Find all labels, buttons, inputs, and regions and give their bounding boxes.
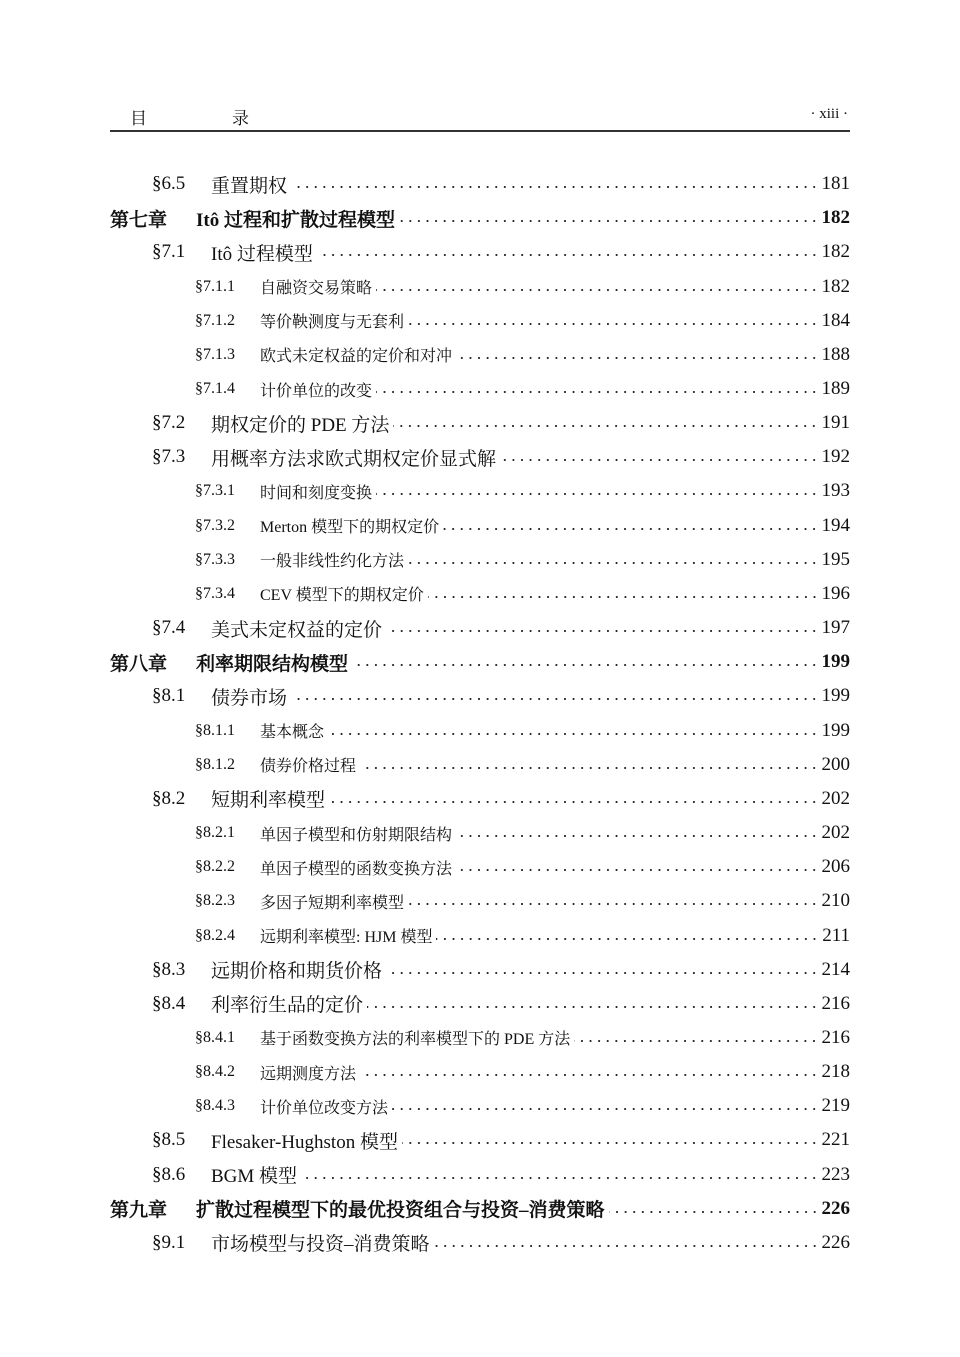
entry-page-number: 221 <box>821 1129 850 1151</box>
entry-title: 等价鞅测度与无套利 <box>260 314 405 332</box>
toc-subsection-entry[interactable] <box>110 850 850 884</box>
toc-subsection-entry[interactable] <box>110 918 850 952</box>
entry-title: 债券价格过程 <box>260 758 357 776</box>
entry-number: §7.2 <box>152 412 186 434</box>
entry-page-number: 202 <box>821 822 850 844</box>
entry-title: 利率期限结构模型 <box>196 653 349 675</box>
toc-subsection-entry[interactable] <box>110 714 850 748</box>
entry-number: §8.4.1 <box>195 1028 235 1046</box>
entry-number: §8.2.2 <box>195 858 235 876</box>
entry-page-number: 202 <box>821 787 850 809</box>
entry-page-number: 223 <box>821 1163 850 1185</box>
toc-subsection-entry[interactable] <box>110 748 850 782</box>
entry-title: 自融资交易策略 <box>260 280 373 298</box>
dot-leader <box>328 732 818 736</box>
toc-section-entry[interactable] <box>110 406 850 440</box>
entry-page-number: 184 <box>821 309 850 331</box>
entry-number: §8.4.2 <box>195 1063 235 1081</box>
entry-number: 第七章 <box>110 209 168 231</box>
entry-title: Flesaker-Hughston 模型 <box>211 1131 398 1153</box>
entry-title: 单因子模型和仿射期限结构 <box>260 826 453 844</box>
entry-title: 扩散过程模型下的最优投资组合与投资–消费策略 <box>196 1200 605 1222</box>
entry-title: 短期利率模型 <box>211 790 326 812</box>
entry-title: Merton 模型下的期权定价 <box>260 519 440 537</box>
toc-section-entry[interactable] <box>110 953 850 987</box>
entry-number: §7.1.3 <box>195 345 235 363</box>
entry-title: 时间和刻度变换 <box>260 484 373 502</box>
entry-number: §8.3 <box>152 958 186 980</box>
dot-leader <box>456 356 818 360</box>
entry-page-number: 200 <box>821 753 850 775</box>
entry-number: §7.3.4 <box>195 584 235 602</box>
dot-leader <box>386 629 818 633</box>
entry-page-number: 206 <box>821 856 850 878</box>
entry-page-number: 181 <box>821 173 850 195</box>
entry-title: Itô 过程模型 <box>211 243 313 265</box>
toc-subsection-entry[interactable] <box>110 474 850 508</box>
dot-leader <box>291 697 818 701</box>
entry-page-number: 216 <box>821 992 850 1014</box>
dot-leader <box>443 527 818 531</box>
dot-leader <box>360 766 818 770</box>
entry-title: 欧式未定权益的定价和对冲 <box>260 348 453 366</box>
dot-leader <box>376 492 818 496</box>
dot-leader <box>352 663 818 667</box>
entry-number: §7.3.3 <box>195 550 235 568</box>
toc-subsection-entry[interactable] <box>110 1055 850 1089</box>
entry-page-number: 188 <box>821 343 850 365</box>
entry-title: 远期利率模型: HJM 模型 <box>260 929 433 947</box>
dot-leader <box>376 288 818 292</box>
entry-number: 第八章 <box>110 653 168 675</box>
dot-leader <box>402 1141 819 1145</box>
entry-page-number: 182 <box>821 207 850 229</box>
entry-number: §9.1 <box>152 1231 186 1253</box>
toc-section-entry[interactable] <box>110 235 850 269</box>
dot-leader <box>456 868 818 872</box>
dot-leader <box>393 424 818 428</box>
entry-number: §8.6 <box>152 1163 186 1185</box>
entry-number: §8.4.3 <box>195 1097 235 1115</box>
entry-title: CEV 模型下的期权定价 <box>260 587 424 605</box>
entry-number: §7.3.1 <box>195 482 235 500</box>
entry-page-number: 226 <box>821 1197 850 1219</box>
toc-subsection-entry[interactable] <box>110 304 850 338</box>
toc-chapter-entry[interactable] <box>110 1192 850 1226</box>
toc-subsection-entry[interactable] <box>110 543 850 577</box>
entry-page-number: 189 <box>821 378 850 400</box>
toc-section-entry[interactable] <box>110 440 850 474</box>
entry-title: 期权定价的 PDE 方法 <box>211 414 390 436</box>
toc-chapter-entry[interactable] <box>110 645 850 679</box>
entry-title: 远期测度方法 <box>260 1065 357 1083</box>
toc-subsection-entry[interactable] <box>110 816 850 850</box>
entry-title: 重置期权 <box>211 175 288 197</box>
entry-page-number: 182 <box>821 241 850 263</box>
entry-number: §7.1.1 <box>195 277 235 295</box>
entry-number: §7.4 <box>152 617 186 639</box>
toc-section-entry[interactable] <box>110 1158 850 1192</box>
entry-page-number: 216 <box>821 1026 850 1048</box>
toc-subsection-entry[interactable] <box>110 269 850 303</box>
dot-leader <box>408 322 818 326</box>
toc-subsection-entry[interactable] <box>110 1021 850 1055</box>
entry-title: 计价单位改变方法 <box>260 1099 389 1117</box>
toc-subsection-entry[interactable] <box>110 372 850 406</box>
entry-title: 用概率方法求欧式期权定价显式解 <box>211 448 497 470</box>
dot-leader <box>329 800 818 804</box>
toc-subsection-entry[interactable] <box>110 884 850 918</box>
entry-number: 第九章 <box>110 1200 168 1222</box>
toc-subsection-entry[interactable] <box>110 577 850 611</box>
running-header <box>110 100 850 132</box>
dot-leader <box>456 834 818 838</box>
dot-leader <box>408 561 818 565</box>
toc-section-entry[interactable] <box>110 782 850 816</box>
entry-number: §7.1.2 <box>195 311 235 329</box>
entry-title: 美式未定权益的定价 <box>211 619 383 641</box>
dot-leader <box>386 971 818 975</box>
dot-leader <box>428 595 819 599</box>
entry-page-number: 211 <box>822 924 850 946</box>
entry-page-number: 196 <box>821 582 850 604</box>
dot-leader <box>360 1073 818 1077</box>
dot-leader <box>408 902 818 906</box>
entry-page-number: 219 <box>821 1095 850 1117</box>
entry-title: 利率衍生品的定价 <box>211 995 364 1017</box>
dot-leader <box>376 390 818 394</box>
dot-leader <box>434 1244 819 1248</box>
entry-page-number: 199 <box>821 685 850 707</box>
dot-leader <box>574 1039 818 1043</box>
entry-number: §7.1.4 <box>195 380 235 398</box>
entry-title: 计价单位的改变 <box>260 382 373 400</box>
entry-number: §7.3 <box>152 446 186 468</box>
entry-page-number: 199 <box>821 719 850 741</box>
entry-number: §8.1.2 <box>195 755 235 773</box>
entry-number: §7.3.2 <box>195 516 235 534</box>
entry-page-number: 194 <box>821 514 850 536</box>
toc-subsection-entry[interactable] <box>110 1089 850 1123</box>
entry-number: §8.1 <box>152 685 186 707</box>
entry-title: Itô 过程和扩散过程模型 <box>196 209 395 231</box>
entry-title: BGM 模型 <box>211 1166 298 1188</box>
header-title: 目 录 <box>130 109 283 128</box>
entry-title: 单因子模型的函数变换方法 <box>260 860 453 878</box>
entry-title: 债券市场 <box>211 687 288 709</box>
toc-section-entry[interactable] <box>110 167 850 201</box>
entry-title: 一般非线性约化方法 <box>260 553 405 571</box>
entry-title: 远期价格和期货价格 <box>211 961 383 983</box>
dot-leader <box>399 219 819 223</box>
entry-page-number: 199 <box>821 651 850 673</box>
entry-number: §8.2.1 <box>195 824 235 842</box>
dot-leader <box>392 1107 818 1111</box>
entry-number: §6.5 <box>152 173 186 195</box>
entry-title: 基本概念 <box>260 724 325 742</box>
entry-number: §8.5 <box>152 1129 186 1151</box>
entry-number: §7.1 <box>152 241 186 263</box>
entry-number: §8.4 <box>152 992 186 1014</box>
dot-leader <box>367 1005 818 1009</box>
dot-leader <box>609 1210 819 1214</box>
header-page-number: · xiii · <box>810 106 848 122</box>
entry-title: 市场模型与投资–消费策略 <box>211 1234 430 1256</box>
entry-title: 基于函数变换方法的利率模型下的 PDE 方法 <box>260 1031 571 1049</box>
entry-page-number: 195 <box>821 548 850 570</box>
entry-page-number: 218 <box>821 1061 850 1083</box>
entry-page-number: 182 <box>821 275 850 297</box>
dot-leader <box>317 253 819 257</box>
dot-leader <box>301 1176 818 1180</box>
toc-subsection-entry[interactable] <box>110 509 850 543</box>
toc-chapter-entry[interactable] <box>110 201 850 235</box>
table-of-contents <box>110 167 850 1260</box>
entry-number: §8.2.4 <box>195 926 235 944</box>
entry-title: 多因子短期利率模型 <box>260 894 405 912</box>
entry-page-number: 214 <box>821 958 850 980</box>
entry-page-number: 193 <box>821 480 850 502</box>
entry-page-number: 226 <box>821 1231 850 1253</box>
entry-page-number: 197 <box>821 617 850 639</box>
toc-section-entry[interactable] <box>110 987 850 1021</box>
toc-subsection-entry[interactable] <box>110 338 850 372</box>
entry-number: §8.1.1 <box>195 721 235 739</box>
dot-leader <box>500 458 818 462</box>
entry-page-number: 192 <box>821 446 850 468</box>
entry-number: §8.2.3 <box>195 892 235 910</box>
entry-number: §8.2 <box>152 787 186 809</box>
toc-section-entry[interactable] <box>110 679 850 713</box>
toc-section-entry[interactable] <box>110 611 850 645</box>
dot-leader <box>291 185 818 189</box>
toc-section-entry[interactable] <box>110 1123 850 1157</box>
entry-page-number: 210 <box>821 890 850 912</box>
entry-page-number: 191 <box>821 412 850 434</box>
dot-leader <box>436 937 819 941</box>
toc-section-entry[interactable] <box>110 1226 850 1260</box>
